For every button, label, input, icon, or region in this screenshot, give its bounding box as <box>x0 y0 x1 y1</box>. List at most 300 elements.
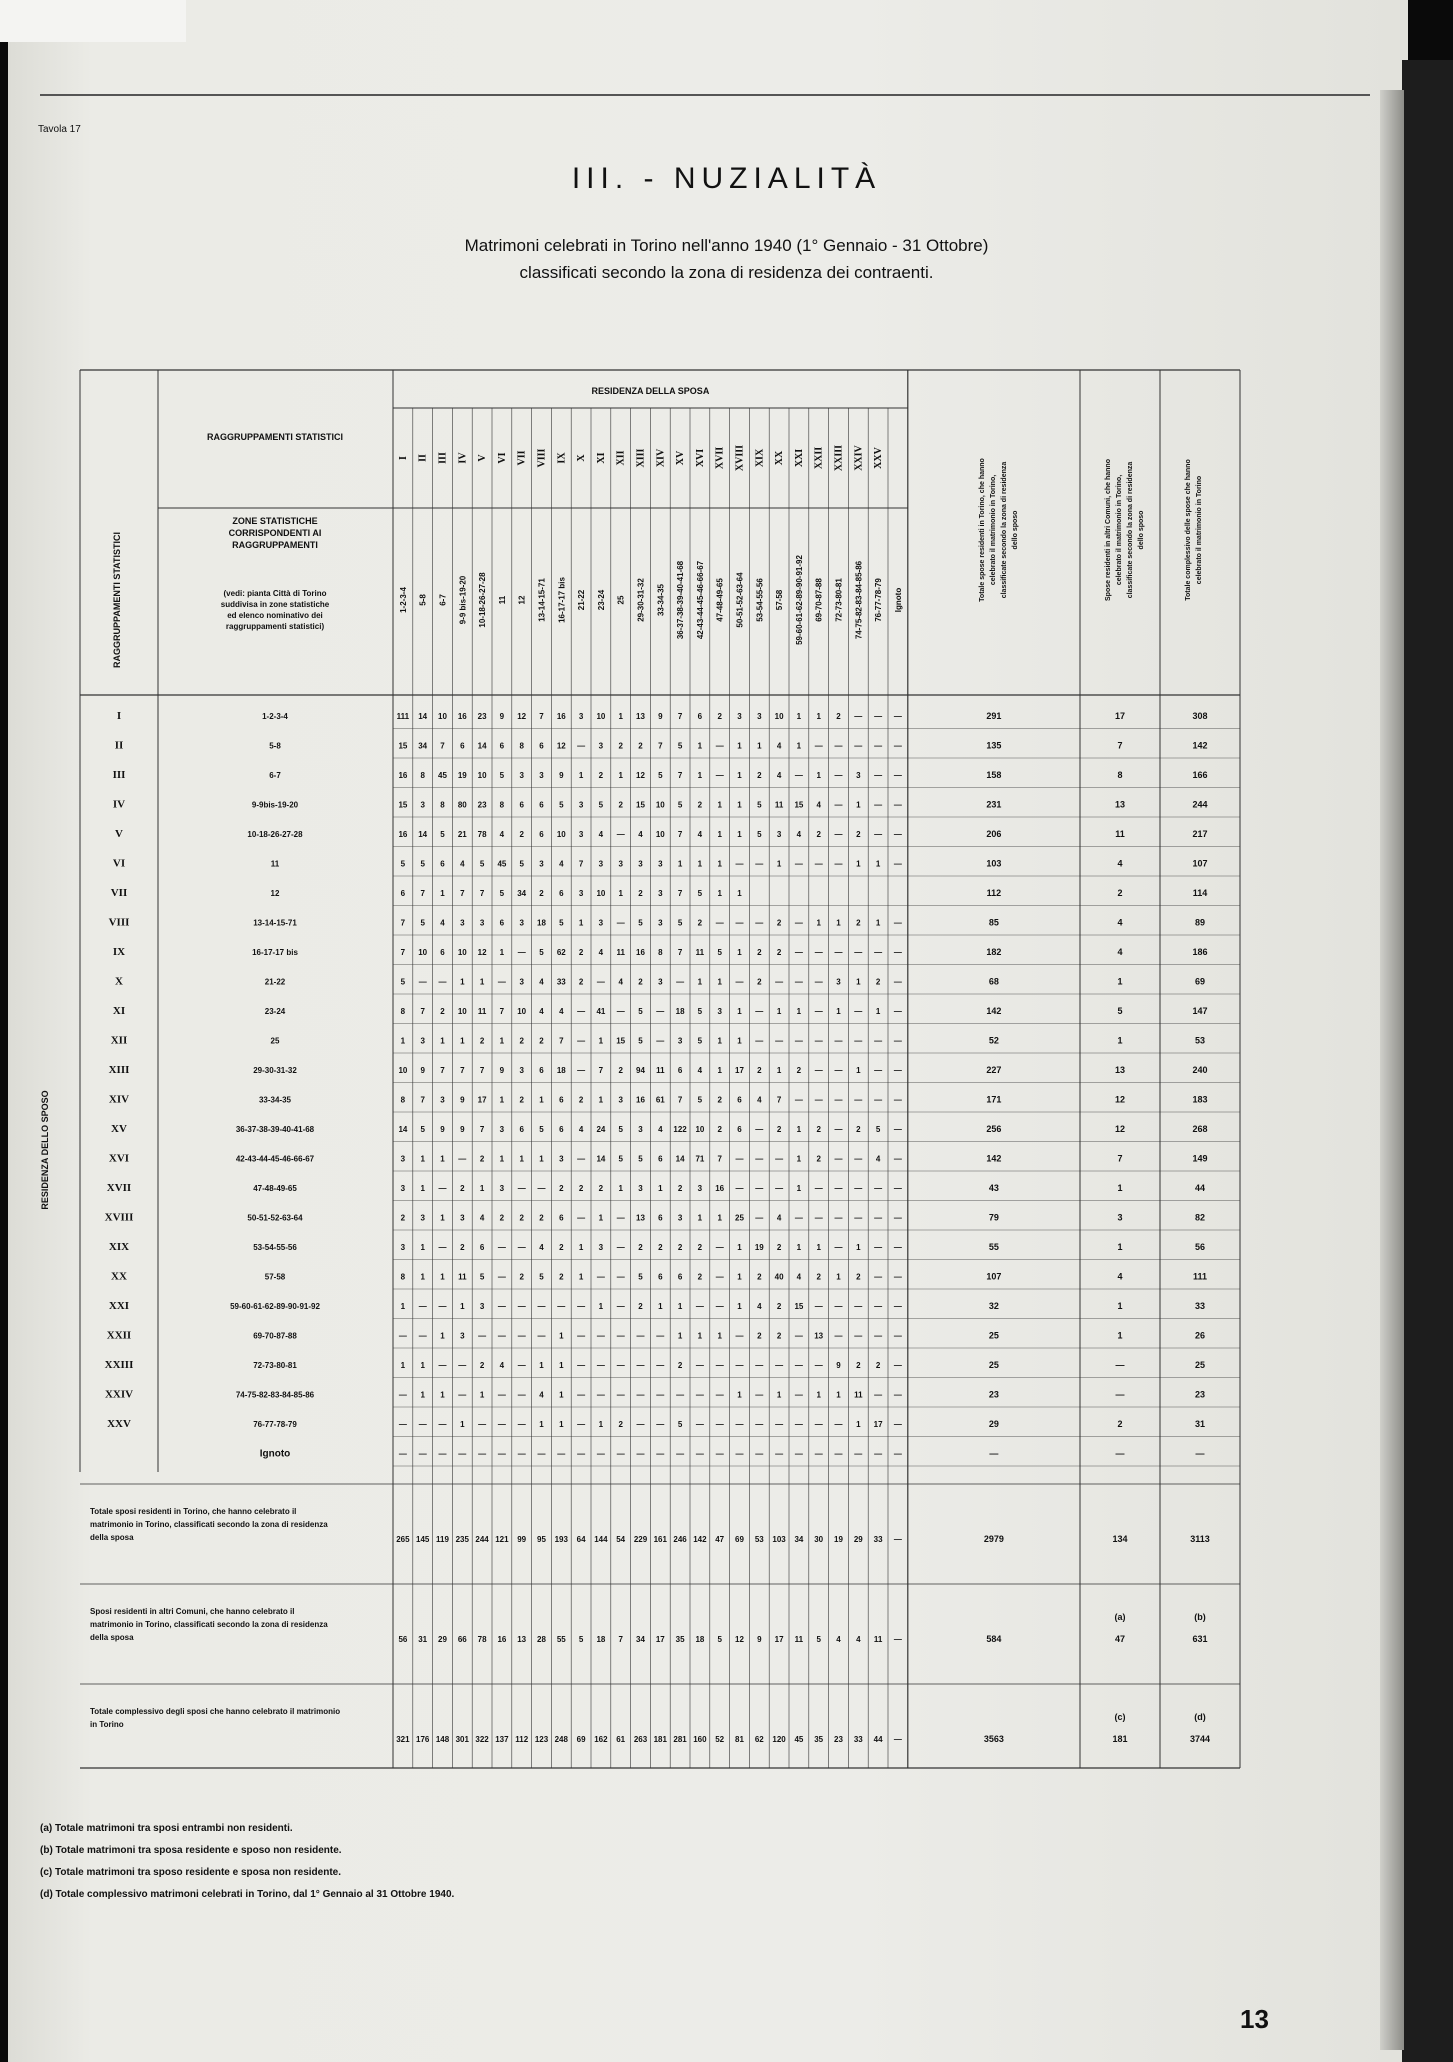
cell-3-13: 10 <box>655 800 665 810</box>
cell-16-25: — <box>893 1184 902 1193</box>
cell-9-12: 2 <box>638 977 643 987</box>
cell-22-15: — <box>695 1361 704 1370</box>
summary-total-2-0: 3563 <box>983 1734 1004 1744</box>
row-zone-1: 5-8 <box>269 741 281 751</box>
cell-8-14: 7 <box>677 948 683 957</box>
cell-9-15: 1 <box>697 977 703 987</box>
subtitle-line-1: Matrimoni celebrati in Torino nell'anno 1940 (1° Gennaio - 31 Ottobre) <box>464 236 989 255</box>
cell-2-12: 12 <box>636 771 645 780</box>
cell-25-11: — <box>616 1449 625 1459</box>
cell-14-24: 5 <box>875 1125 881 1134</box>
cell-19-8: 2 <box>559 1272 564 1282</box>
cell-6-4: 7 <box>479 889 485 898</box>
summary-cell-1-21: 5 <box>816 1635 821 1644</box>
cell-25-24: — <box>874 1449 883 1459</box>
summary-cell-0-15: 142 <box>693 1535 707 1544</box>
cell-18-24: — <box>874 1243 883 1252</box>
cell-16-1: 1 <box>420 1184 425 1193</box>
summary-cell-1-13: 17 <box>655 1635 665 1644</box>
cell-10-16: 3 <box>717 1007 722 1016</box>
cell-2-13: 5 <box>658 771 663 780</box>
cell-2-14: 7 <box>677 771 683 780</box>
summary-cell-0-21: 30 <box>814 1535 824 1544</box>
cell-20-6: — <box>517 1302 526 1311</box>
cell-15-13: 6 <box>658 1154 663 1164</box>
cell-12-14: 6 <box>677 1066 683 1075</box>
cell-20-2: — <box>438 1302 447 1311</box>
row-zone-22: 72-73-80-81 <box>253 1361 297 1370</box>
cell-4-5: 4 <box>499 830 505 839</box>
cell-14-13: 4 <box>658 1125 663 1134</box>
row-zone-23: 74-75-82-83-84-85-86 <box>235 1390 315 1400</box>
cell-0-2: 10 <box>438 712 447 721</box>
cell-25-0: — <box>398 1449 407 1459</box>
cell-5-18: — <box>755 859 764 869</box>
cell-11-9: — <box>577 1036 586 1046</box>
cell-10-18: — <box>755 1007 764 1016</box>
summary-marker-1-1: (a) <box>1114 1612 1126 1622</box>
cell-11-2: 1 <box>440 1036 445 1046</box>
cell-20-17: 1 <box>737 1302 742 1311</box>
cell-9-24: 2 <box>875 977 881 987</box>
cell-19-20: 4 <box>796 1272 802 1282</box>
cell-11-24: — <box>874 1036 883 1046</box>
cell-14-19: 2 <box>776 1125 782 1134</box>
summary-cell-2-9: 69 <box>576 1735 586 1744</box>
cell-3-15: 2 <box>697 800 703 810</box>
cell-25-20: — <box>794 1449 803 1459</box>
col-zone-22: 72-73-80-81 <box>834 578 844 622</box>
summary-cell-2-15: 160 <box>693 1735 707 1744</box>
cell-18-22: — <box>834 1243 843 1252</box>
cell-0-6: 12 <box>517 712 527 721</box>
cell-5-7: 3 <box>539 859 544 869</box>
cell-6-12: 2 <box>638 889 643 898</box>
cell-7-1: 5 <box>420 918 425 928</box>
cell-22-2: — <box>438 1361 447 1370</box>
cell-16-6: — <box>517 1184 526 1193</box>
row-total-3-2: 244 <box>1192 799 1208 810</box>
cell-11-16: 1 <box>717 1036 722 1046</box>
summary-label-0-line-1: matrimonio in Torino, classificati secondo la zona di residenza <box>90 1520 328 1529</box>
cell-2-5: 5 <box>499 771 505 780</box>
col-zone-10: 23-24 <box>596 589 606 611</box>
cell-20-7: — <box>537 1302 546 1311</box>
cell-25-18: — <box>755 1449 764 1459</box>
totals-header-1-line-2: classificate secondo la zona di residenza <box>1127 461 1134 599</box>
cell-3-17: 1 <box>737 800 742 810</box>
summary-cell-1-0: 56 <box>398 1635 408 1644</box>
cell-13-14: 7 <box>677 1095 683 1105</box>
cell-17-16: 1 <box>717 1213 722 1223</box>
cell-23-23: 11 <box>854 1390 863 1400</box>
cell-9-16: 1 <box>717 977 722 987</box>
cell-13-2: 3 <box>440 1095 445 1105</box>
cell-5-4: 5 <box>479 859 485 869</box>
cell-18-14: 2 <box>677 1243 683 1252</box>
col-zone-3: 9-9 bis-19-20 <box>458 575 468 625</box>
row-total-21-1: 1 <box>1117 1330 1123 1341</box>
summary-cell-2-17: 81 <box>735 1735 744 1744</box>
totals-header-1-line-0: Spose residenti in altri Comuni, che hanno <box>1105 459 1112 601</box>
summary-cell-1-22: 4 <box>836 1635 841 1644</box>
row-zone-15: 42-43-44-45-46-66-67 <box>235 1154 315 1164</box>
cell-7-9: 1 <box>578 918 584 928</box>
cell-15-23: — <box>854 1154 863 1164</box>
cell-14-2: 9 <box>440 1125 445 1134</box>
row-total-9-0: 68 <box>988 976 999 987</box>
cell-1-3: 6 <box>460 741 465 751</box>
cell-1-21: — <box>814 741 823 751</box>
row-roman-10: XI <box>112 1005 126 1017</box>
cell-12-5: 9 <box>499 1066 505 1075</box>
cell-4-18: 5 <box>757 830 762 839</box>
cell-12-17: 17 <box>735 1066 744 1075</box>
cell-5-11: 3 <box>618 859 623 869</box>
row-zone-11: 25 <box>270 1036 280 1046</box>
cell-13-4: 17 <box>477 1095 487 1105</box>
cell-22-14: 2 <box>677 1361 683 1370</box>
cell-13-18: 4 <box>757 1095 762 1105</box>
cell-8-13: 8 <box>658 948 663 957</box>
cell-14-14: 122 <box>673 1125 687 1134</box>
cell-2-2: 45 <box>438 771 447 780</box>
row-total-22-0: 25 <box>988 1360 999 1370</box>
cell-25-6: — <box>517 1449 526 1459</box>
cell-16-21: — <box>814 1184 823 1193</box>
cell-4-21: 2 <box>816 830 821 839</box>
col-roman-14: XV <box>675 450 687 466</box>
cell-12-25: — <box>893 1066 902 1075</box>
cell-23-16: — <box>715 1390 724 1400</box>
cell-11-10: 1 <box>598 1036 604 1046</box>
cell-2-16: — <box>715 771 724 780</box>
cell-15-19: — <box>775 1154 784 1164</box>
cell-23-14: — <box>676 1390 685 1400</box>
cell-9-22: 3 <box>836 977 841 987</box>
cell-7-19: 2 <box>776 918 782 928</box>
summary-cell-2-1: 176 <box>416 1735 430 1744</box>
cell-18-12: 2 <box>638 1243 643 1252</box>
col-zone-24: 76-77-78-79 <box>874 578 884 622</box>
cell-13-24: — <box>874 1095 883 1105</box>
row-zone-2: 6-7 <box>269 771 281 780</box>
cell-5-3: 4 <box>460 859 465 869</box>
cell-9-18: 2 <box>757 977 762 987</box>
row-zone-6: 12 <box>270 889 280 898</box>
cell-25-5: — <box>497 1449 506 1459</box>
cell-10-9: — <box>577 1007 586 1016</box>
row-total-10-2: 147 <box>1192 1006 1208 1016</box>
summary-cell-0-9: 64 <box>576 1535 586 1544</box>
cell-12-3: 7 <box>460 1066 465 1075</box>
col-roman-10: XI <box>595 452 607 464</box>
cell-1-12: 2 <box>638 741 643 751</box>
cell-18-25: — <box>893 1243 902 1252</box>
cell-24-9: — <box>577 1420 586 1429</box>
row-total-6-2: 114 <box>1192 888 1208 898</box>
cell-8-16: 5 <box>717 948 722 957</box>
cell-6-16: 1 <box>717 889 722 898</box>
cell-9-19: — <box>775 977 784 987</box>
row-total-25-0: — <box>989 1448 999 1459</box>
cell-12-19: 1 <box>776 1066 782 1075</box>
cell-2-18: 2 <box>757 771 762 780</box>
cell-24-5: — <box>497 1420 506 1429</box>
cell-22-8: 1 <box>559 1361 564 1370</box>
cell-2-21: 1 <box>816 771 821 780</box>
row-total-16-2: 44 <box>1194 1183 1206 1193</box>
cell-16-3: 2 <box>460 1184 465 1193</box>
cell-2-22: — <box>834 771 843 780</box>
cell-14-3: 9 <box>460 1125 465 1134</box>
cell-6-0: 6 <box>400 889 406 898</box>
cell-21-15: 1 <box>697 1331 703 1341</box>
col-zone-11: 25 <box>616 595 626 605</box>
cell-5-24: 1 <box>875 859 881 869</box>
cell-22-16: — <box>715 1361 724 1370</box>
cell-5-23: 1 <box>856 859 861 869</box>
row-zone-17: 50-51-52-63-64 <box>247 1213 303 1223</box>
cell-14-9: 4 <box>578 1125 584 1134</box>
cell-4-1: 14 <box>418 830 428 839</box>
row-total-0-0: 291 <box>986 711 1002 721</box>
cell-16-2: — <box>438 1184 447 1193</box>
cell-7-22: 1 <box>836 918 841 928</box>
col-roman-16: XVII <box>714 446 726 470</box>
cell-24-18: — <box>755 1420 764 1429</box>
col-zone-4: 10-18-26-27-28 <box>478 572 488 628</box>
row-total-14-1: 12 <box>1114 1124 1126 1134</box>
col-roman-3: IV <box>457 452 469 464</box>
cell-15-7: 1 <box>539 1154 544 1164</box>
summary-cell-2-6: 112 <box>515 1735 529 1744</box>
cell-17-13: 6 <box>658 1213 663 1223</box>
cell-15-16: 7 <box>717 1154 722 1164</box>
cell-10-8: 4 <box>559 1007 564 1016</box>
summary-cell-2-2: 148 <box>435 1735 450 1744</box>
cell-21-2: 1 <box>440 1331 445 1341</box>
row-total-24-1: 2 <box>1117 1419 1123 1429</box>
cell-15-8: 3 <box>559 1154 564 1164</box>
cell-13-8: 6 <box>559 1095 564 1105</box>
zone-note-line-1: suddivisa in zone statistiche <box>220 600 330 609</box>
cell-23-5: — <box>497 1390 506 1400</box>
row-total-9-1: 1 <box>1117 976 1123 987</box>
cell-10-23: — <box>854 1007 863 1016</box>
row-zone-13: 33-34-35 <box>258 1095 292 1105</box>
cell-24-0: — <box>398 1420 407 1429</box>
cell-18-19: 2 <box>776 1243 782 1252</box>
cell-7-2: 4 <box>440 918 445 928</box>
cell-17-3: 3 <box>460 1213 465 1223</box>
row-zone-0: 1-2-3-4 <box>262 712 288 721</box>
row-total-8-0: 182 <box>986 947 1002 957</box>
cell-20-5: — <box>497 1302 506 1311</box>
cell-3-2: 8 <box>440 800 445 810</box>
row-total-6-1: 2 <box>1117 888 1123 898</box>
cell-11-8: 7 <box>559 1036 564 1046</box>
cell-19-17: 1 <box>737 1272 742 1282</box>
cell-5-13: 3 <box>658 859 663 869</box>
cell-12-9: — <box>577 1066 586 1075</box>
row-total-6-0: 112 <box>986 888 1002 898</box>
summary-cell-0-16: 47 <box>715 1535 725 1544</box>
cell-9-0: 5 <box>400 977 406 987</box>
cell-8-2: 6 <box>440 948 445 957</box>
cell-16-13: 1 <box>658 1184 663 1193</box>
cell-23-7: 4 <box>539 1390 544 1400</box>
cell-5-8: 4 <box>559 859 564 869</box>
cell-14-21: 2 <box>816 1125 821 1134</box>
cell-3-19: 11 <box>774 800 784 810</box>
cell-18-0: 3 <box>400 1243 406 1252</box>
cell-12-12: 94 <box>636 1066 645 1075</box>
cell-17-0: 2 <box>400 1213 406 1223</box>
cell-25-13: — <box>656 1449 665 1459</box>
col-zone-18: 53-54-55-56 <box>755 578 765 622</box>
col-zone-15: 42-43-44-45-46-66-67 <box>695 560 705 640</box>
cell-0-16: 2 <box>717 712 722 721</box>
cell-24-17: — <box>735 1420 744 1429</box>
summary-cell-1-10: 18 <box>596 1635 606 1644</box>
cell-3-1: 3 <box>420 800 425 810</box>
row-total-18-2: 56 <box>1194 1242 1206 1252</box>
summary-cell-0-7: 95 <box>537 1535 546 1544</box>
row-total-1-2: 142 <box>1192 740 1208 751</box>
totals-header-0-line-2: classificate secondo la zona di residenza <box>1000 461 1008 599</box>
cell-19-1: 1 <box>420 1272 425 1282</box>
totals-header-2-line-1: celebrato il matrimonio in Torino <box>1196 475 1203 585</box>
cell-12-1: 9 <box>420 1066 425 1075</box>
cell-16-16: 16 <box>715 1184 725 1193</box>
cell-1-8: 12 <box>556 741 566 751</box>
row-zone-5: 11 <box>270 859 280 869</box>
cell-21-7: — <box>537 1331 546 1341</box>
row-roman-2: III <box>112 769 126 781</box>
cell-24-11: 2 <box>618 1420 623 1429</box>
cell-2-11: 1 <box>618 771 623 780</box>
cell-24-4: — <box>478 1420 487 1429</box>
cell-19-7: 5 <box>539 1272 544 1282</box>
cell-6-3: 7 <box>460 889 465 898</box>
cell-12-7: 6 <box>539 1066 544 1075</box>
summary-cell-0-12: 229 <box>633 1535 648 1544</box>
col-roman-18: XIX <box>754 448 766 468</box>
cell-13-25: — <box>893 1095 902 1105</box>
cell-20-23: — <box>854 1302 863 1311</box>
cell-9-20: — <box>794 977 803 987</box>
cell-0-8: 16 <box>556 712 566 721</box>
cell-4-0: 16 <box>398 830 408 839</box>
cell-4-4: 78 <box>477 830 487 839</box>
cell-8-18: 2 <box>757 948 762 957</box>
cell-21-23: — <box>854 1331 863 1341</box>
cell-1-25: — <box>893 741 902 751</box>
col-roman-0: I <box>397 456 409 460</box>
cell-10-2: 2 <box>440 1007 445 1016</box>
row-total-21-0: 25 <box>988 1330 999 1341</box>
cell-17-9: — <box>577 1213 586 1223</box>
row-zone-7: 13-14-15-71 <box>253 918 297 928</box>
cell-11-3: 1 <box>460 1036 465 1046</box>
cell-13-19: 7 <box>776 1095 782 1105</box>
cell-11-25: — <box>893 1036 902 1046</box>
cell-9-23: 1 <box>856 977 861 987</box>
cell-17-4: 4 <box>479 1213 485 1223</box>
cell-12-11: 2 <box>618 1066 623 1075</box>
cell-11-22: — <box>834 1036 843 1046</box>
cell-11-1: 3 <box>420 1036 425 1046</box>
cell-15-6: 1 <box>519 1154 524 1164</box>
summary-marker-2-1: (c) <box>1114 1712 1126 1722</box>
cell-18-4: 6 <box>479 1243 485 1252</box>
cell-4-22: — <box>834 830 843 839</box>
row-roman-7: VIII <box>108 916 130 929</box>
row-total-19-0: 107 <box>986 1271 1002 1282</box>
summary-total-0-1: 134 <box>1112 1534 1128 1544</box>
cell-20-0: 1 <box>400 1302 406 1311</box>
cell-13-6: 2 <box>519 1095 524 1105</box>
cell-15-10: 14 <box>596 1154 606 1164</box>
summary-marker-2-2: (d) <box>1194 1712 1206 1722</box>
cell-10-4: 11 <box>477 1007 487 1016</box>
zone-note-line-0: (vedi: pianta Città di Torino <box>223 589 327 598</box>
cell-24-19: — <box>775 1420 784 1429</box>
cell-22-6: — <box>517 1361 526 1370</box>
row-roman-8: IX <box>112 946 126 958</box>
cell-16-14: 2 <box>677 1184 683 1193</box>
col-zone-13: 33-34-35 <box>656 583 666 617</box>
summary-cell-0-19: 103 <box>772 1535 786 1544</box>
cell-16-22: — <box>834 1184 843 1193</box>
cell-24-25: — <box>893 1420 902 1429</box>
cell-23-11: — <box>616 1390 625 1400</box>
cell-10-14: 18 <box>675 1007 685 1016</box>
cell-5-17: — <box>735 859 744 869</box>
cell-18-8: 2 <box>559 1243 564 1252</box>
cell-24-23: 1 <box>856 1420 861 1429</box>
summary-cell-1-18: 9 <box>757 1635 762 1644</box>
cell-21-12: — <box>636 1331 645 1341</box>
cell-4-25: — <box>893 830 902 839</box>
cell-9-5: — <box>497 977 506 987</box>
cell-8-9: 2 <box>578 948 584 957</box>
cell-18-20: 1 <box>796 1243 802 1252</box>
cell-2-19: 4 <box>776 771 782 780</box>
footnotes <box>40 1818 454 1906</box>
cell-4-23: 2 <box>856 830 861 839</box>
cell-6-2: 1 <box>440 889 445 898</box>
cell-19-3: 11 <box>458 1272 467 1282</box>
cell-18-15: 2 <box>697 1243 703 1252</box>
col-zone-14: 36-37-38-39-40-41-68 <box>676 560 686 640</box>
cell-20-21: — <box>814 1302 823 1311</box>
cell-19-12: 5 <box>638 1272 643 1282</box>
col-zone-20: 59-60-61-62-89-90-91-92 <box>794 555 804 645</box>
row-roman-22: XXIII <box>104 1359 134 1371</box>
col-roman-23: XXIV <box>853 445 865 471</box>
cell-17-14: 3 <box>677 1213 683 1223</box>
cell-11-17: 1 <box>737 1036 742 1046</box>
totals-header-0-line-1: celebrato il matrimonio in Torino, <box>989 474 997 586</box>
summary-cell-1-4: 78 <box>477 1635 487 1644</box>
totals-header-0-line-0: Totale spose residenti in Torino, che hanno <box>978 458 986 602</box>
cell-21-9: — <box>577 1331 586 1341</box>
col-roman-11: XII <box>615 450 627 466</box>
row-roman-12: XIII <box>108 1064 130 1076</box>
row-total-8-2: 186 <box>1192 947 1208 957</box>
